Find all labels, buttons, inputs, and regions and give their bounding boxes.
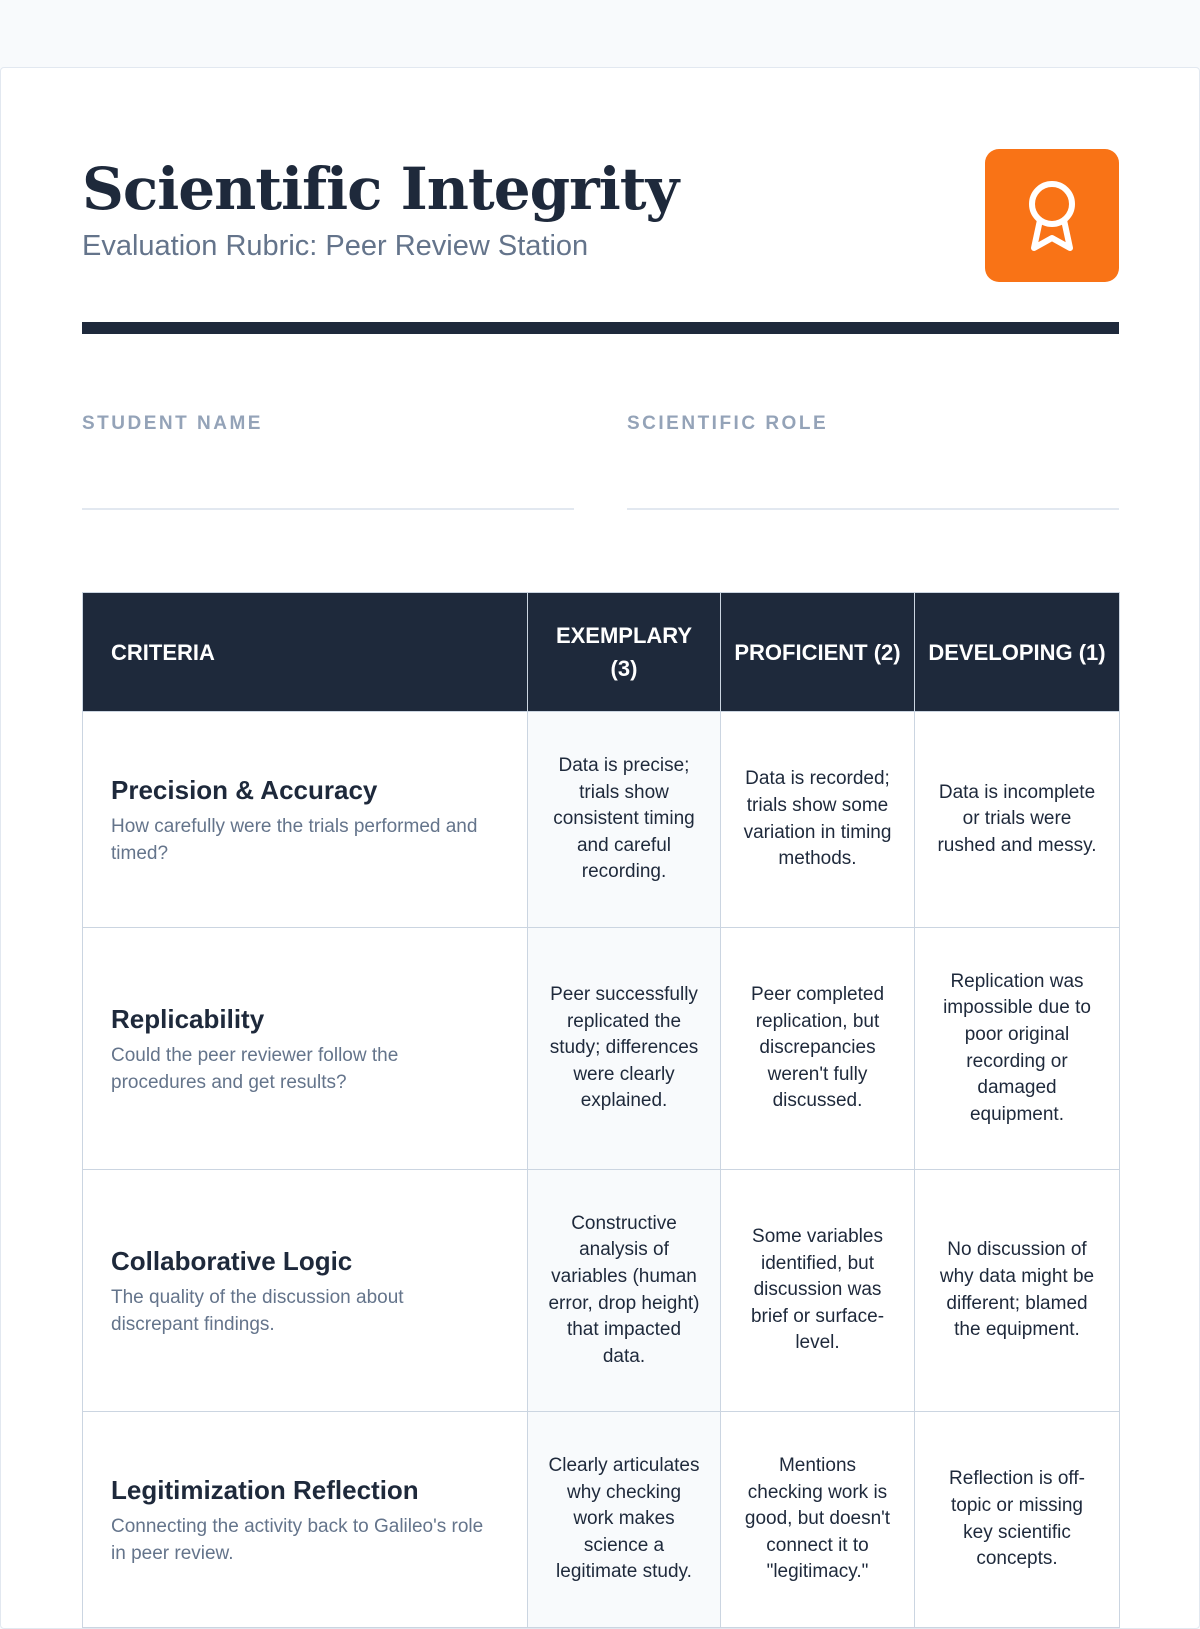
exemplary-cell: Clearly articulates why checking work makes science a legitimate study. bbox=[528, 1412, 721, 1628]
header-developing: DEVELOPING (1) bbox=[915, 593, 1120, 712]
criterion-cell bbox=[83, 928, 528, 1170]
proficient-cell: Some variables identified, but discussion was brief or surface-level. bbox=[721, 1170, 915, 1412]
exemplary-cell: Peer successfully replicated the study; differences were clearly explained. bbox=[528, 928, 721, 1170]
criterion-title: Legitimization Reflection bbox=[111, 1474, 419, 1505]
student-name-field[interactable] bbox=[82, 508, 574, 510]
header-criteria: CRITERIA bbox=[83, 593, 528, 712]
page-subtitle: Evaluation Rubric: Peer Review Station bbox=[82, 230, 589, 262]
developing-cell: No discussion of why data might be different; blamed the equipment. bbox=[915, 1170, 1120, 1412]
proficient-cell: Data is recorded; trials show some variation in timing methods. bbox=[721, 712, 915, 928]
header-proficient: PROFICIENT (2) bbox=[721, 593, 915, 712]
table-row bbox=[83, 1170, 1120, 1412]
table-row bbox=[83, 928, 1120, 1170]
criterion-description: The quality of the discussion about discrepant findings. bbox=[111, 1287, 404, 1335]
criterion-cell bbox=[83, 712, 528, 928]
scientific-role-label: SCIENTIFIC ROLE bbox=[627, 413, 829, 434]
exemplary-cell: Data is precise; trials show consistent timing and careful recording. bbox=[528, 712, 721, 928]
criterion-description: Connecting the activity back to Galileo's role in peer review. bbox=[111, 1516, 484, 1564]
developing-cell: Replication was impossible due to poor original recording or damaged equipment. bbox=[915, 928, 1120, 1170]
developing-cell: Reflection is off-topic or missing key scientific concepts. bbox=[915, 1412, 1120, 1628]
criterion-title: Precision & Accuracy bbox=[111, 774, 378, 805]
header-exemplary: EXEMPLARY (3) bbox=[528, 593, 721, 712]
award-ribbon-icon bbox=[1024, 178, 1080, 254]
award-badge bbox=[985, 149, 1119, 282]
developing-cell: Data is incomplete or trials were rushed and messy. bbox=[915, 712, 1120, 928]
table-row bbox=[83, 712, 1120, 928]
proficient-cell: Peer completed replication, but discrepancies weren't fully discussed. bbox=[721, 928, 915, 1170]
criterion-title: Replicability bbox=[111, 1003, 265, 1034]
rubric-table bbox=[82, 592, 1120, 1628]
header-divider bbox=[82, 322, 1119, 334]
student-name-label: STUDENT NAME bbox=[82, 413, 263, 434]
proficient-cell: Mentions checking work is good, but doesn't connect it to "legitimacy." bbox=[721, 1412, 915, 1628]
criterion-cell bbox=[83, 1170, 528, 1412]
page-title: Scientific Integrity bbox=[82, 155, 679, 223]
criterion-cell bbox=[83, 1412, 528, 1628]
criterion-description: How carefully were the trials performed and timed? bbox=[111, 816, 478, 864]
table-header-row bbox=[83, 593, 1120, 712]
criterion-description: Could the peer reviewer follow the procedures and get results? bbox=[111, 1045, 399, 1093]
scientific-role-field[interactable] bbox=[627, 508, 1119, 510]
exemplary-cell: Constructive analysis of variables (human error, drop height) that impacted data. bbox=[528, 1170, 721, 1412]
table-row bbox=[83, 1412, 1120, 1628]
criterion-title: Collaborative Logic bbox=[111, 1245, 353, 1276]
